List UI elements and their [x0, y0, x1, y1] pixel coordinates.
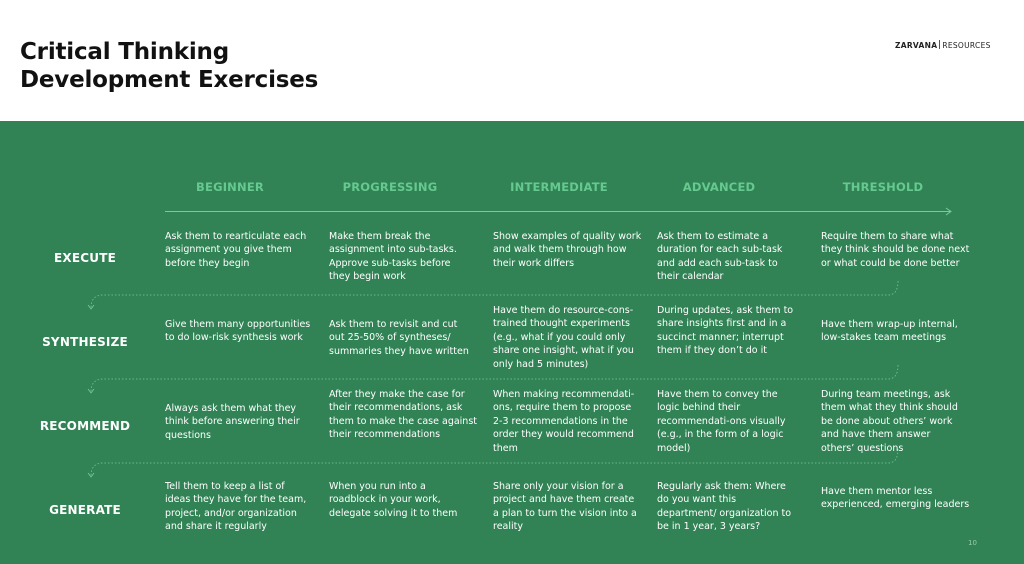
matrix-cell: When making recommendati-ons, require them to propose 2-3 recommendations in the order they would recommend them [493, 389, 635, 454]
matrix-cell: During updates, ask them to share insights first and in a succinct manner; interrupt them if they don’t do it [657, 305, 794, 357]
title-line-2: Development Exercises [20, 67, 319, 93]
matrix-cell: Require them to share what they think should be done next or what could be done better [821, 231, 970, 269]
stage-generate: GENERATE [49, 503, 121, 517]
level-intermediate: INTERMEDIATE [510, 180, 608, 194]
matrix-cell: Have them mentor less experienced, emerging leaders [821, 486, 970, 511]
matrix-cell: Have them do resource-cons-trained thought experiments (e.g., what if you could only share one insight, what if you only had 5 minutes) [493, 305, 634, 370]
level-progressing: PROGRESSING [342, 180, 438, 194]
matrix-cell: During team meetings, ask them what they think should be done about others’ work and have them answer others’ questions [821, 389, 958, 454]
matrix-cell: Ask them to rearticulate each assignment you give them before they begin [165, 231, 307, 269]
stage-execute: EXECUTE [54, 251, 116, 265]
matrix-cell: Tell them to keep a list of ideas they have for the team, project, and/or organization and share it regularly [165, 481, 307, 533]
title-line-1: Critical Thinking [20, 39, 229, 65]
level-advanced: ADVANCED [682, 180, 756, 194]
matrix-cell: Have them wrap-up internal, low-stakes team meetings [821, 319, 958, 344]
matrix-cell: Give them many opportunities to do low-risk synthesis work [165, 319, 311, 344]
stage-synthesize: SYNTHESIZE [42, 335, 128, 349]
matrix-cell: Share only your vision for a project and have them create a plan to turn the vision into a reality [493, 481, 637, 533]
matrix-cell: Ask them to revisit and cut out 25-50% of syntheses/ summaries they have written [329, 319, 469, 357]
stage-recommend: RECOMMEND [39, 419, 131, 433]
matrix-cell: Regularly ask them: Where do you want this department/ organization to be in 1 year, 3 years? [657, 481, 792, 533]
matrix-cell: Always ask them what they think before answering their questions [165, 403, 300, 441]
level-threshold: THRESHOLD [842, 180, 924, 194]
matrix-cell: Ask them to estimate a duration for each sub-task and add each sub-task to their calendar [657, 231, 783, 283]
level-beginner: BEGINNER [196, 180, 264, 194]
matrix-cell: Have them to convey the logic behind their recommendati-ons visually (e.g., in the form of a logic model) [657, 389, 786, 454]
matrix-cell: After they make the case for their recommendations, ask them to make the case against their recommendations [329, 389, 478, 441]
matrix-cell: Make them break the assignment into sub-tasks. Approve sub-tasks before they begin work [329, 231, 457, 283]
logo-suffix: RESOURCES [942, 41, 991, 50]
matrix-cell: Show examples of quality work and walk them through how their work differs [493, 231, 642, 269]
matrix-cell: When you run into a roadblock in your work, delegate solving it to them [329, 481, 458, 519]
page-number: 10 [968, 539, 977, 547]
logo-brand: ZARVANA [895, 41, 938, 50]
